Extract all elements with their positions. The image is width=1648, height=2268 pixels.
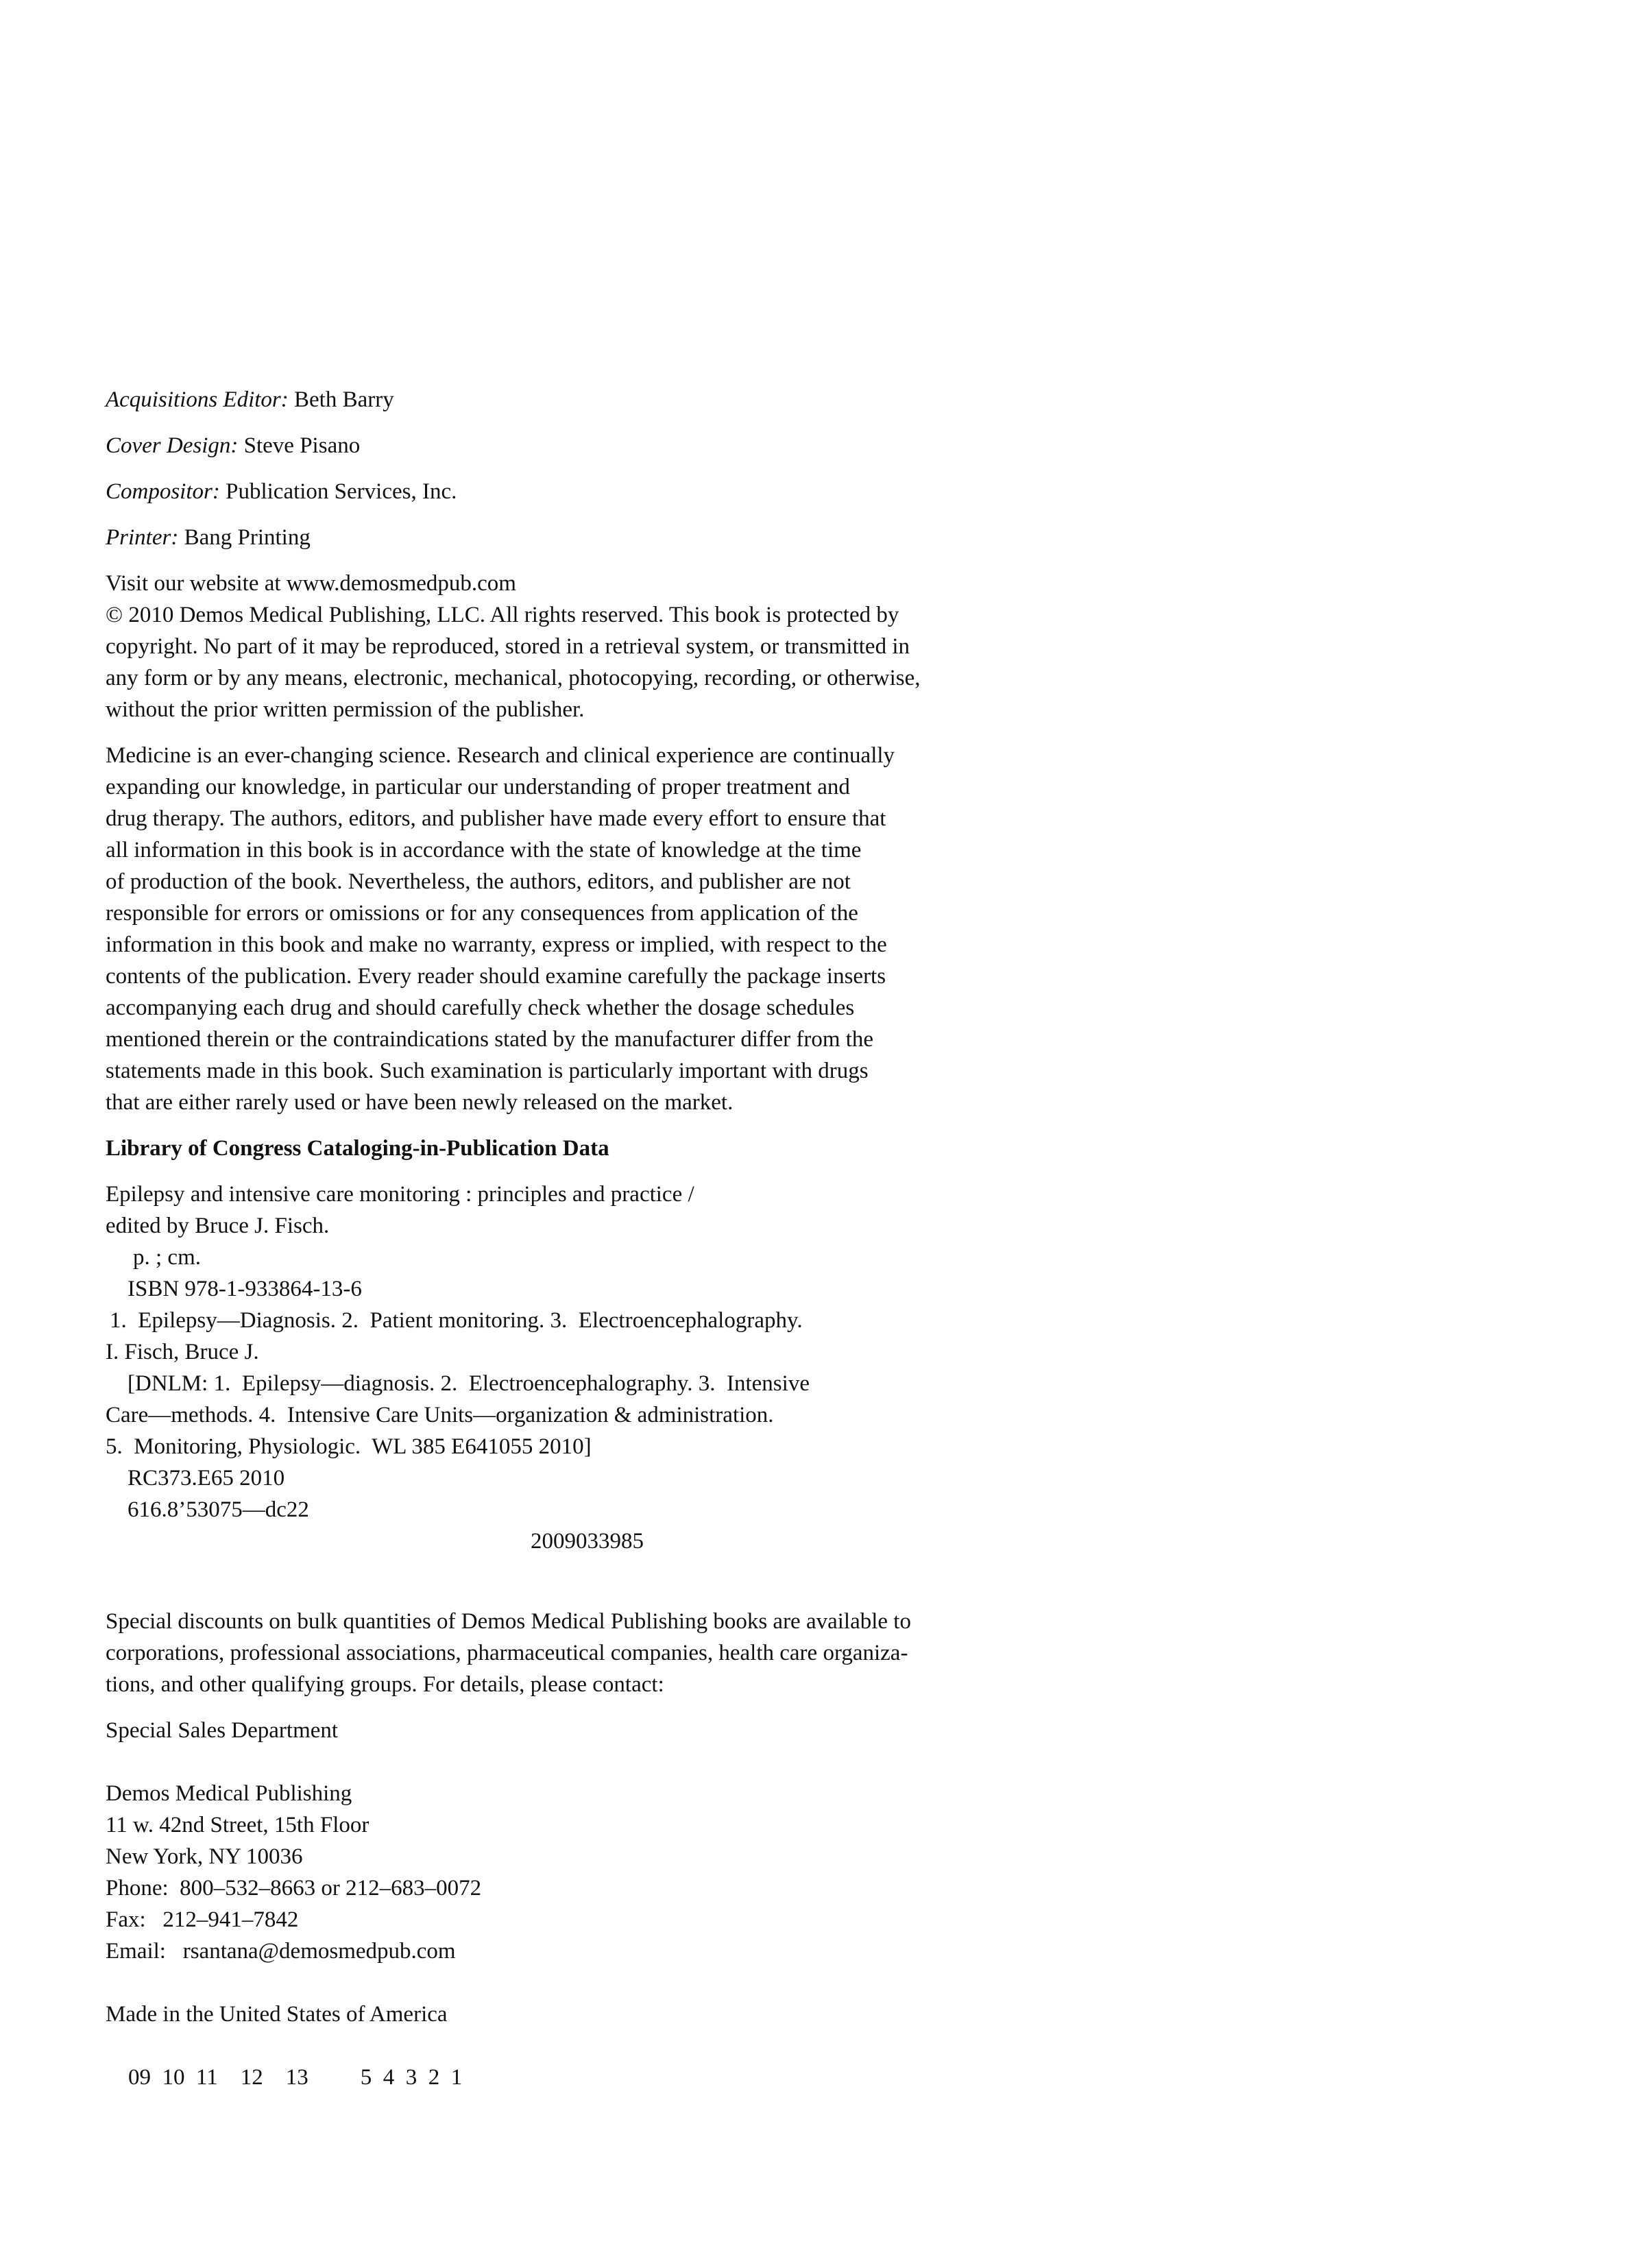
text-line: mentioned therein or the contraindications stated by the manufacturer differ from the	[106, 1027, 874, 1052]
text-line: any form or by any means, electronic, mechanical, photocopying, recording, or otherwise,	[106, 666, 921, 690]
text-line: expanding our knowledge, in particular our understanding of proper treatment and	[106, 775, 850, 799]
address-line: Email: rsantana@demosmedpub.com	[106, 1939, 456, 1964]
address-line: Demos Medical Publishing	[106, 1781, 352, 1806]
text-line: © 2010 Demos Medical Publishing, LLC. All rights reserved. This book is protected by	[106, 603, 899, 627]
credit-name: Bang Printing	[184, 525, 311, 550]
medical-disclaimer	[106, 740, 1017, 1118]
text-line: Medicine is an ever-changing science. Research and clinical experience are continually	[106, 743, 895, 768]
publisher-address	[106, 1778, 1017, 1967]
credit-role: Acquisitions Editor:	[106, 387, 289, 412]
cip-line: Epilepsy and intensive care monitoring : principles and practice /	[106, 1182, 694, 1207]
credit-name: Beth Barry	[294, 387, 394, 412]
cip-line: p. ; cm.	[133, 1245, 201, 1270]
text-line: corporations, professional associations, pharmaceutical companies, health care organiza-	[106, 1641, 908, 1665]
credit-acquisitions-editor	[106, 384, 1017, 415]
credit-role: Compositor:	[106, 479, 220, 504]
credit-name: Publication Services, Inc.	[226, 479, 457, 504]
cip-line: 616.8’53075—dc22	[128, 1497, 309, 1522]
cip-line: [DNLM: 1. Epilepsy—diagnosis. 2. Electroencephalography. 3. Intensive	[128, 1371, 810, 1396]
print-line	[106, 2030, 1017, 2125]
text-line: tions, and other qualifying groups. For details, please contact:	[106, 1672, 664, 1697]
credit-printer	[106, 522, 1017, 553]
cip-line: 1. Epilepsy—Diagnosis. 2. Patient monitoring. 3. Electroencephalography.	[110, 1308, 803, 1333]
text-line: without the prior written permission of the publisher.	[106, 697, 585, 722]
text-line: statements made in this book. Such examination is particularly important with drugs	[106, 1059, 869, 1083]
cip-line: ISBN 978-1-933864-13-6	[128, 1277, 362, 1301]
text-line: responsible for errors or omissions or for any consequences from application of the	[106, 901, 858, 926]
text-line: of production of the book. Nevertheless, the authors, editors, and publisher are not	[106, 869, 851, 894]
address-line: New York, NY 10036	[106, 1844, 303, 1869]
cip-line: 5. Monitoring, Physiologic. WL 385 E641055 2010]	[106, 1434, 592, 1459]
text-line: contents of the publication. Every reader should examine carefully the package inserts	[106, 964, 886, 989]
cip-heading: Library of Congress Cataloging-in-Publication Data	[106, 1136, 609, 1161]
copyright-notice	[106, 599, 1017, 725]
cip-line: Care—methods. 4. Intensive Care Units—organization & administration.	[106, 1403, 774, 1427]
text-line: copyright. No part of it may be reproduced, stored in a retrieval system, or transmitted in	[106, 634, 910, 659]
cip-data	[106, 1179, 1017, 1557]
text-line: information in this book and make no warranty, express or implied, with respect to the	[106, 932, 887, 957]
print-years: 09 10 11 12 13	[128, 2065, 308, 2090]
cip-line: edited by Bruce J. Fisch.	[106, 1214, 330, 1238]
credit-compositor	[106, 476, 1017, 507]
credit-role: Printer:	[106, 525, 179, 550]
lccn-number: 2009033985	[531, 1529, 644, 1554]
website-line: Visit our website at www.demosmedpub.com	[106, 571, 516, 596]
text-line: that are either rarely used or have been newly released on the market.	[106, 1090, 734, 1115]
text-line: accompanying each drug and should carefully check whether the dosage schedules	[106, 996, 855, 1020]
address-line: Fax: 212–941–7842	[106, 1907, 299, 1932]
cip-line: RC373.E65 2010	[128, 1466, 285, 1491]
made-in-usa: Made in the United States of America	[106, 2002, 448, 2027]
text-line: drug therapy. The authors, editors, and publisher have made every effort to ensure that	[106, 806, 886, 831]
bulk-discount-notice	[106, 1606, 1017, 1700]
text-line: Special discounts on bulk quantities of Demos Medical Publishing books are available to	[106, 1609, 911, 1634]
copyright-page	[106, 384, 1017, 2125]
special-sales-department: Special Sales Department	[106, 1718, 339, 1743]
address-line: Phone: 800–532–8663 or 212–683–0072	[106, 1876, 482, 1901]
credit-cover-design	[106, 430, 1017, 461]
credit-role: Cover Design:	[106, 433, 239, 458]
credit-name: Steve Pisano	[243, 433, 361, 458]
address-line: 11 w. 42nd Street, 15th Floor	[106, 1813, 369, 1837]
cip-line: I. Fisch, Bruce J.	[106, 1340, 259, 1364]
print-run-numbers: 5 4 3 2 1	[360, 2065, 463, 2090]
text-line: all information in this book is in accordance with the state of knowledge at the time	[106, 838, 862, 862]
